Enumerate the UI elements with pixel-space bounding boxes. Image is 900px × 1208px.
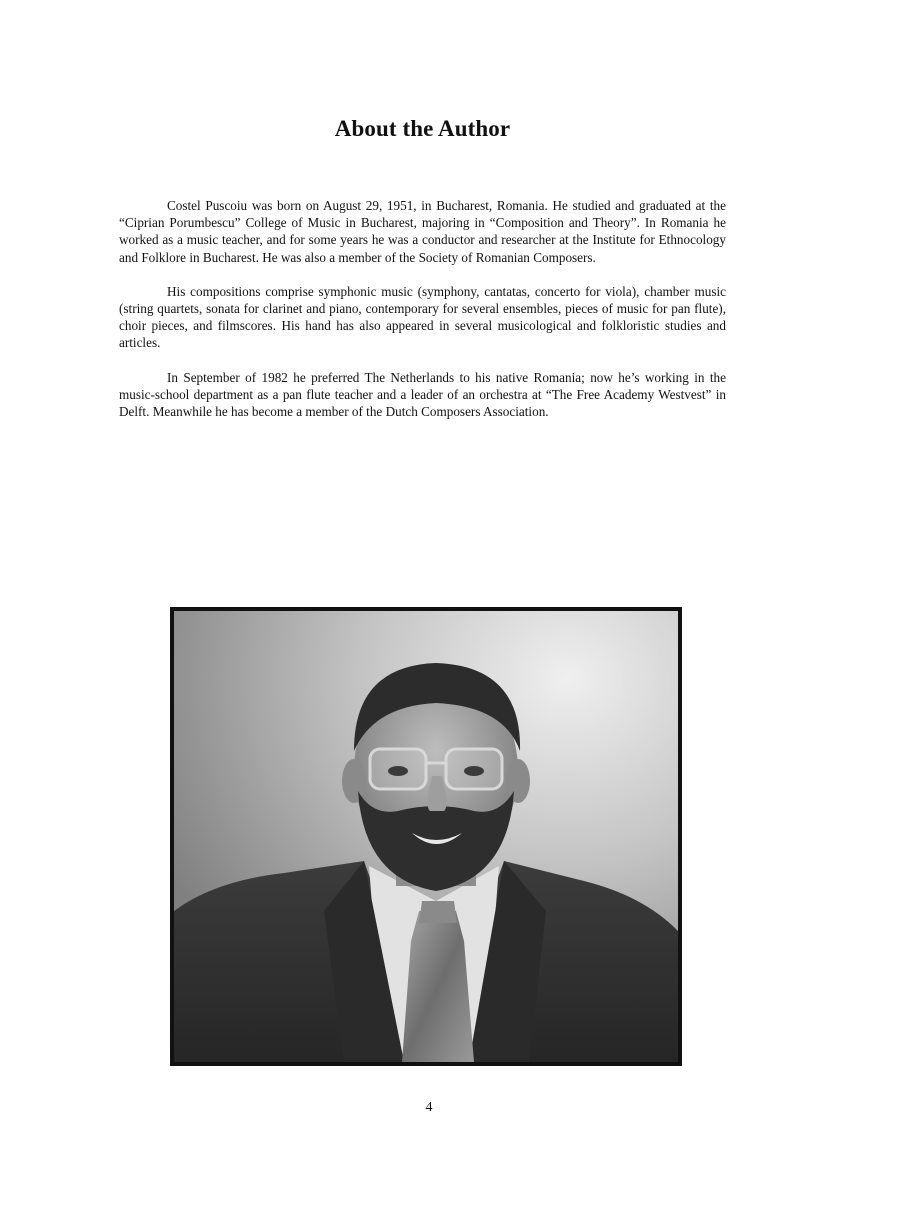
portrait-illustration <box>174 611 678 1062</box>
author-biography <box>119 197 726 437</box>
biography-paragraph: In September of 1982 he preferred The Netherlands to his native Romania; now he’s working in the music-school department as a pan flute teacher and a leader of an orchestra at “The Free Academy Westvest” in Delft. Meanwhile he has become a member of the Dutch Composers Association. <box>119 369 726 420</box>
biography-paragraph: His compositions comprise symphonic music (symphony, cantatas, concerto for viola), chamber music (string quartets, sonata for clarinet and piano, contemporary for several ensembles, pieces of music for pan flute), choir pieces, and filmscores. His hand has also appeared in several musicological and folkloristic studies and articles. <box>119 283 726 351</box>
page-number: 4 <box>425 1100 433 1115</box>
author-portrait-photo <box>170 607 682 1066</box>
biography-paragraph: Costel Puscoiu was born on August 29, 1951, in Bucharest, Romania. He studied and graduated at the “Ciprian Porumbescu” College of Music in Bucharest, majoring in “Composition and Theory”. In Romania he worked as a music teacher, and for some years he was a conductor and researcher at the Institute for Ethnocology and Folklore in Bucharest. He was also a member of the Society of Romanian Composers. <box>119 198 726 265</box>
page-title: About the Author <box>334 116 511 141</box>
